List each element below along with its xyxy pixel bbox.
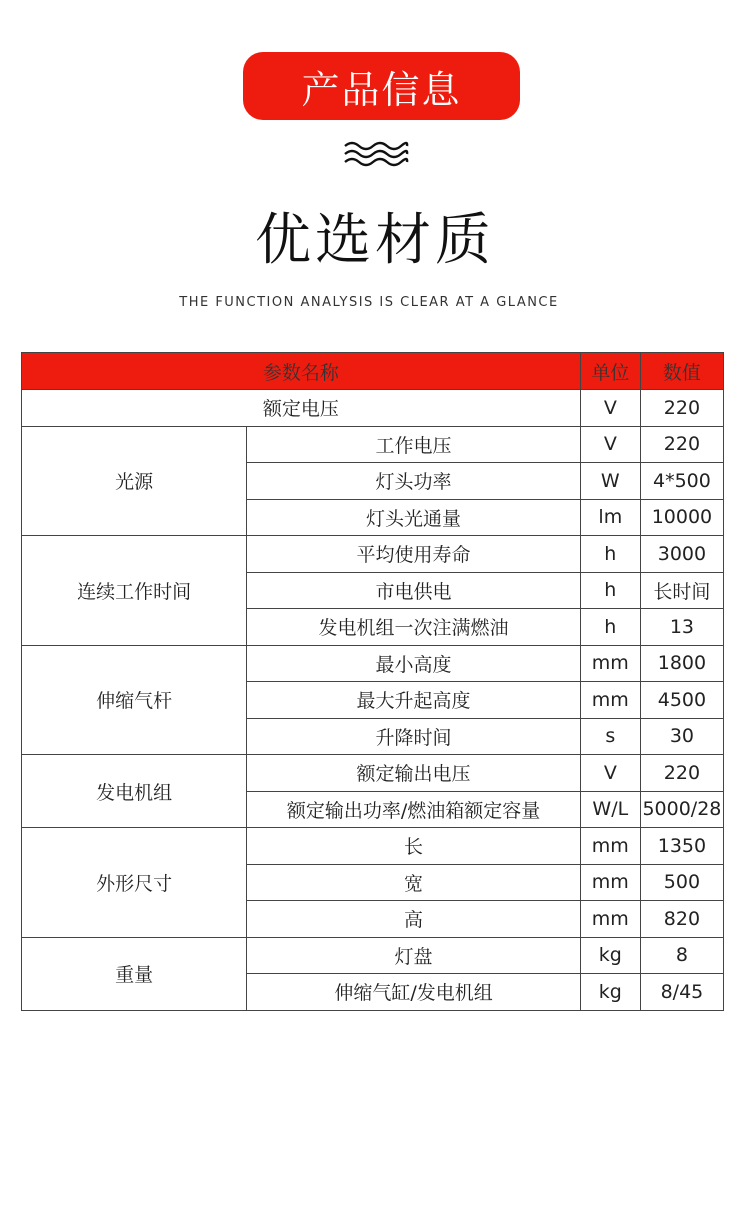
row-unit: s bbox=[580, 718, 640, 755]
header-unit: 单位 bbox=[580, 353, 640, 390]
table-row bbox=[22, 937, 724, 974]
row-label: 灯头光通量 bbox=[247, 499, 580, 536]
page-title: 优选材质 bbox=[255, 208, 495, 273]
row-value: 500 bbox=[640, 864, 723, 901]
row-label: 升降时间 bbox=[247, 718, 580, 755]
row-value: 长时间 bbox=[640, 572, 723, 609]
row-unit: kg bbox=[580, 937, 640, 974]
table-row bbox=[22, 390, 724, 427]
row-label: 发电机组一次注满燃油 bbox=[247, 609, 580, 646]
row-label: 平均使用寿命 bbox=[247, 536, 580, 573]
row-label: 宽 bbox=[247, 864, 580, 901]
row-value: 1800 bbox=[640, 645, 723, 682]
table-row bbox=[22, 755, 724, 792]
row-value: 220 bbox=[640, 755, 723, 792]
row-unit: V bbox=[580, 390, 640, 427]
table-row bbox=[22, 645, 724, 682]
group-name: 发电机组 bbox=[22, 755, 247, 828]
header-value: 数值 bbox=[640, 353, 723, 390]
row-unit: mm bbox=[580, 901, 640, 938]
header-param: 参数名称 bbox=[22, 353, 581, 390]
row-label: 最大升起高度 bbox=[247, 682, 580, 719]
row-label: 市电供电 bbox=[247, 572, 580, 609]
row-value: 1350 bbox=[640, 828, 723, 865]
row-value: 8/45 bbox=[640, 974, 723, 1011]
row-unit: h bbox=[580, 572, 640, 609]
row-value: 220 bbox=[640, 426, 723, 463]
page-subtitle: THE FUNCTION ANALYSIS IS CLEAR AT A GLANCE bbox=[179, 295, 559, 310]
row-label: 长 bbox=[247, 828, 580, 865]
row-value: 4500 bbox=[640, 682, 723, 719]
table-row bbox=[22, 426, 724, 463]
group-name: 重量 bbox=[22, 937, 247, 1010]
row-label: 工作电压 bbox=[247, 426, 580, 463]
row-value: 220 bbox=[640, 390, 723, 427]
row-unit: W/L bbox=[580, 791, 640, 828]
spec-table bbox=[21, 352, 724, 1011]
row-unit: mm bbox=[580, 864, 640, 901]
row-value: 10000 bbox=[640, 499, 723, 536]
row-value: 13 bbox=[640, 609, 723, 646]
row-label: 额定输出功率/燃油箱额定容量 bbox=[247, 791, 580, 828]
row-value: 4*500 bbox=[640, 463, 723, 500]
table-header-row bbox=[22, 353, 724, 390]
row-unit: mm bbox=[580, 828, 640, 865]
group-name: 外形尺寸 bbox=[22, 828, 247, 938]
row-label: 额定电压 bbox=[22, 390, 581, 427]
row-unit: kg bbox=[580, 974, 640, 1011]
row-unit: mm bbox=[580, 682, 640, 719]
row-unit: W bbox=[580, 463, 640, 500]
row-value: 8 bbox=[640, 937, 723, 974]
group-name: 光源 bbox=[22, 426, 247, 536]
row-label: 额定输出电压 bbox=[247, 755, 580, 792]
row-value: 820 bbox=[640, 901, 723, 938]
row-label: 最小高度 bbox=[247, 645, 580, 682]
banner-label: 产品信息 bbox=[301, 67, 462, 112]
row-unit: V bbox=[580, 426, 640, 463]
product-info-banner bbox=[243, 52, 520, 120]
table-row bbox=[22, 828, 724, 865]
row-value: 5000/28 bbox=[640, 791, 723, 828]
row-value: 30 bbox=[640, 718, 723, 755]
wave-divider-icon bbox=[343, 140, 409, 168]
group-name: 连续工作时间 bbox=[22, 536, 247, 646]
row-unit: h bbox=[580, 609, 640, 646]
row-label: 灯头功率 bbox=[247, 463, 580, 500]
row-unit: h bbox=[580, 536, 640, 573]
table-row bbox=[22, 536, 724, 573]
row-label: 灯盘 bbox=[247, 937, 580, 974]
row-label: 高 bbox=[247, 901, 580, 938]
row-label: 伸缩气缸/发电机组 bbox=[247, 974, 580, 1011]
row-unit: lm bbox=[580, 499, 640, 536]
group-name: 伸缩气杆 bbox=[22, 645, 247, 755]
row-value: 3000 bbox=[640, 536, 723, 573]
row-unit: V bbox=[580, 755, 640, 792]
row-unit: mm bbox=[580, 645, 640, 682]
